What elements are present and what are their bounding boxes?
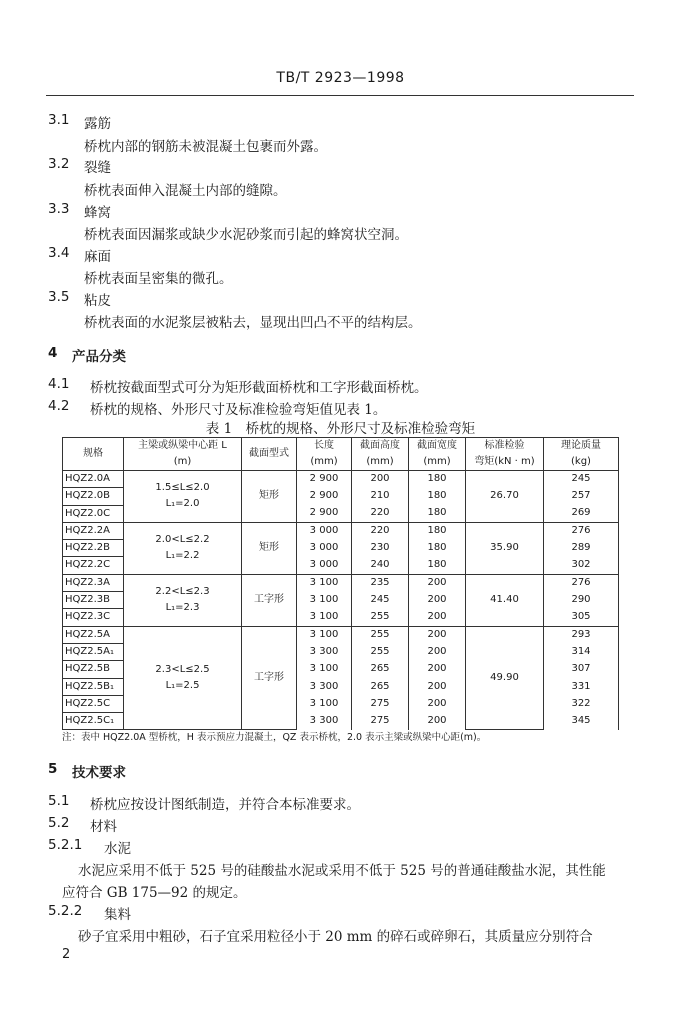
cell-section-type: 工字形 xyxy=(242,626,297,730)
cell-center-l1: L₁=2.5 xyxy=(165,680,200,692)
cell-spec: HQZ2.5C xyxy=(63,695,124,712)
clause-3-4-text: 桥枕表面呈密集的微孔。 xyxy=(84,271,233,287)
clause-3-5-title: 粘皮 xyxy=(84,293,111,309)
clause-3-1-title: 露筋 xyxy=(84,116,111,132)
cell-mass: 245 xyxy=(544,471,619,488)
section-4-number: 4 xyxy=(48,345,58,361)
clause-5-1-text: 桥枕应按设计图纸制造，并符合本标准要求。 xyxy=(90,797,360,813)
cell-center-distance xyxy=(124,522,242,574)
clause-3-2-number: 3.2 xyxy=(48,156,70,172)
col-header-mass-line1: 理论质量 xyxy=(561,440,601,451)
clause-5-2-1-number: 5.2.1 xyxy=(48,837,83,853)
cell-width: 200 xyxy=(409,661,466,678)
table-1-caption: 表 1 桥枕的规格、外形尺寸及标准检验弯矩 xyxy=(205,421,476,437)
cell-height: 220 xyxy=(352,522,409,539)
standard-code-header: TB/T 2923—1998 xyxy=(276,70,405,86)
clause-3-3-text: 桥枕表面因漏浆或缺少水泥砂浆而引起的蜂窝状空洞。 xyxy=(84,227,408,243)
col-header-center-distance-line1: 主梁或纵梁中心距 L xyxy=(138,440,227,451)
cell-mass: 276 xyxy=(544,522,619,539)
clause-5-2-1-text-line2: 应符合 GB 175—92 的规定。 xyxy=(62,885,247,901)
cell-mass: 290 xyxy=(544,592,619,609)
cell-length: 2 900 xyxy=(297,505,352,522)
clause-5-2-1-title: 水泥 xyxy=(104,841,131,857)
cell-mass: 257 xyxy=(544,488,619,505)
col-header-height-line2: (mm) xyxy=(366,456,394,467)
cell-mass: 345 xyxy=(544,713,619,730)
cell-length: 3 000 xyxy=(297,540,352,557)
section-5-title: 技术要求 xyxy=(72,765,126,781)
cell-spec: HQZ2.5A xyxy=(63,626,124,643)
cell-height: 240 xyxy=(352,557,409,574)
table-note: 注：表中 HQZ2.0A 型桥枕，H 表示预应力混凝土，QZ 表示桥枕，2.0 表示主梁或纵梁中心距(m)。 xyxy=(62,732,487,743)
cell-length: 3 100 xyxy=(297,592,352,609)
clause-3-1-number: 3.1 xyxy=(48,112,70,128)
cell-width: 200 xyxy=(409,695,466,712)
cell-section-type: 工字形 xyxy=(242,574,297,626)
cell-width: 200 xyxy=(409,678,466,695)
cell-length: 3 100 xyxy=(297,574,352,591)
cell-mass: 302 xyxy=(544,557,619,574)
cell-mass: 307 xyxy=(544,661,619,678)
col-header-height-line1: 截面高度 xyxy=(360,440,400,451)
clause-5-2-number: 5.2 xyxy=(48,815,70,831)
col-header-length-line1: 长度 xyxy=(314,440,334,451)
clause-3-2-title: 裂缝 xyxy=(84,160,111,176)
col-header-mass-line2: (kg) xyxy=(571,456,591,467)
clause-4-1-number: 4.1 xyxy=(48,376,70,392)
table-row xyxy=(63,626,619,643)
col-header-moment-line2: 弯矩(kN · m) xyxy=(474,456,535,467)
cell-height: 210 xyxy=(352,488,409,505)
col-header-section-type: 截面型式 xyxy=(242,438,297,471)
section-5-number: 5 xyxy=(48,761,58,777)
cell-width: 200 xyxy=(409,626,466,643)
cell-width: 200 xyxy=(409,574,466,591)
cell-spec: HQZ2.3C xyxy=(63,609,124,626)
clause-5-2-title: 材料 xyxy=(90,819,117,835)
cell-center-range: 2.0<L≤2.2 xyxy=(155,534,210,546)
cell-center-l1: L₁=2.3 xyxy=(165,602,200,614)
cell-spec: HQZ2.5B xyxy=(63,661,124,678)
cell-width: 180 xyxy=(409,471,466,488)
cell-center-distance xyxy=(124,574,242,626)
cell-width: 200 xyxy=(409,592,466,609)
col-header-width xyxy=(409,438,466,471)
clause-3-3-number: 3.3 xyxy=(48,201,70,217)
clause-3-2-text: 桥枕表面伸入混凝土内部的缝隙。 xyxy=(84,183,287,199)
cell-center-range: 2.3<L≤2.5 xyxy=(155,663,210,675)
cell-height: 245 xyxy=(352,592,409,609)
spec-table xyxy=(62,437,619,730)
cell-width: 180 xyxy=(409,522,466,539)
cell-spec: HQZ2.0B xyxy=(63,488,124,505)
cell-center-distance xyxy=(124,626,242,730)
clause-3-3-title: 蜂窝 xyxy=(84,205,111,221)
cell-width: 180 xyxy=(409,540,466,557)
cell-section-type: 矩形 xyxy=(242,471,297,523)
cell-spec: HQZ2.5C₁ xyxy=(63,713,124,730)
cell-spec: HQZ2.5A₁ xyxy=(63,643,124,660)
col-header-length-line2: (mm) xyxy=(310,456,338,467)
cell-center-l1: L₁=2.0 xyxy=(165,498,200,510)
col-header-center-distance xyxy=(124,438,242,471)
cell-height: 255 xyxy=(352,643,409,660)
cell-spec: HQZ2.0A xyxy=(63,471,124,488)
col-header-width-line2: (mm) xyxy=(423,456,451,467)
cell-height: 265 xyxy=(352,661,409,678)
cell-center-distance xyxy=(124,471,242,523)
cell-section-type: 矩形 xyxy=(242,522,297,574)
col-header-moment xyxy=(466,438,544,471)
cell-width: 180 xyxy=(409,557,466,574)
cell-length: 3 100 xyxy=(297,695,352,712)
cell-moment: 26.70 xyxy=(466,471,544,523)
cell-mass: 305 xyxy=(544,609,619,626)
clause-5-2-2-title: 集料 xyxy=(104,907,131,923)
cell-length: 2 900 xyxy=(297,471,352,488)
table-row xyxy=(63,471,619,488)
cell-height: 220 xyxy=(352,505,409,522)
cell-center-l1: L₁=2.2 xyxy=(165,550,200,562)
cell-spec: HQZ2.2C xyxy=(63,557,124,574)
cell-center-range: 1.5≤L≤2.0 xyxy=(155,482,210,494)
cell-spec: HQZ2.5B₁ xyxy=(63,678,124,695)
cell-length: 3 300 xyxy=(297,713,352,730)
clause-4-2-text: 桥枕的规格、外形尺寸及标准检验弯矩值见表 1。 xyxy=(90,402,387,418)
clause-3-1-text: 桥枕内部的钢筋未被混凝土包裹而外露。 xyxy=(84,139,327,155)
col-header-mass xyxy=(544,438,619,471)
clause-5-1-number: 5.1 xyxy=(48,793,70,809)
col-header-center-distance-line2: (m) xyxy=(173,456,192,467)
cell-length: 3 300 xyxy=(297,678,352,695)
col-header-width-line1: 截面宽度 xyxy=(417,440,457,451)
cell-height: 265 xyxy=(352,678,409,695)
clause-3-5-number: 3.5 xyxy=(48,289,70,305)
cell-moment: 49.90 xyxy=(466,626,544,730)
section-4-title: 产品分类 xyxy=(72,349,126,365)
clause-3-5-text: 桥枕表面的水泥浆层被粘去，显现出凹凸不平的结构层。 xyxy=(84,315,422,331)
cell-length: 2 900 xyxy=(297,488,352,505)
col-header-length xyxy=(297,438,352,471)
clause-5-2-2-number: 5.2.2 xyxy=(48,903,83,919)
cell-spec: HQZ2.2A xyxy=(63,522,124,539)
clause-4-1-text: 桥枕按截面型式可分为矩形截面桥枕和工字形截面桥枕。 xyxy=(90,380,428,396)
cell-height: 230 xyxy=(352,540,409,557)
col-header-height xyxy=(352,438,409,471)
clause-5-2-1-text-line1: 水泥应采用不低于 525 号的硅酸盐水泥或采用不低于 525 号的普通硅酸盐水泥，其性能 xyxy=(78,863,606,879)
cell-spec: HQZ2.3B xyxy=(63,592,124,609)
cell-spec: HQZ2.3A xyxy=(63,574,124,591)
cell-moment: 41.40 xyxy=(466,574,544,626)
cell-width: 200 xyxy=(409,609,466,626)
cell-moment: 35.90 xyxy=(466,522,544,574)
page-number: 2 xyxy=(62,947,71,962)
cell-length: 3 100 xyxy=(297,626,352,643)
cell-height: 255 xyxy=(352,626,409,643)
table-row xyxy=(63,522,619,539)
cell-height: 200 xyxy=(352,471,409,488)
cell-height: 275 xyxy=(352,695,409,712)
table-row xyxy=(63,574,619,591)
col-header-spec: 规格 xyxy=(63,438,124,471)
clause-5-2-2-text-line1: 砂子宜采用中粗砂，石子宜采用粒径小于 20 mm 的碎石或碎卵石，其质量应分别符合 xyxy=(78,929,593,945)
cell-height: 235 xyxy=(352,574,409,591)
cell-mass: 289 xyxy=(544,540,619,557)
cell-width: 180 xyxy=(409,488,466,505)
cell-width: 200 xyxy=(409,643,466,660)
cell-spec: HQZ2.2B xyxy=(63,540,124,557)
header-rule xyxy=(46,95,634,96)
cell-spec: HQZ2.0C xyxy=(63,505,124,522)
cell-mass: 293 xyxy=(544,626,619,643)
cell-height: 275 xyxy=(352,713,409,730)
cell-mass: 276 xyxy=(544,574,619,591)
cell-width: 200 xyxy=(409,713,466,730)
clause-3-4-number: 3.4 xyxy=(48,245,70,261)
cell-length: 3 000 xyxy=(297,522,352,539)
cell-mass: 331 xyxy=(544,678,619,695)
cell-height: 255 xyxy=(352,609,409,626)
table-header-row xyxy=(63,438,619,471)
cell-center-range: 2.2<L≤2.3 xyxy=(155,585,210,597)
cell-length: 3 000 xyxy=(297,557,352,574)
col-header-moment-line1: 标准检验 xyxy=(484,440,525,451)
cell-length: 3 100 xyxy=(297,661,352,678)
cell-mass: 269 xyxy=(544,505,619,522)
clause-3-4-title: 麻面 xyxy=(84,249,111,265)
cell-length: 3 100 xyxy=(297,609,352,626)
clause-4-2-number: 4.2 xyxy=(48,398,70,414)
cell-mass: 322 xyxy=(544,695,619,712)
cell-mass: 314 xyxy=(544,643,619,660)
cell-length: 3 300 xyxy=(297,643,352,660)
cell-width: 180 xyxy=(409,505,466,522)
